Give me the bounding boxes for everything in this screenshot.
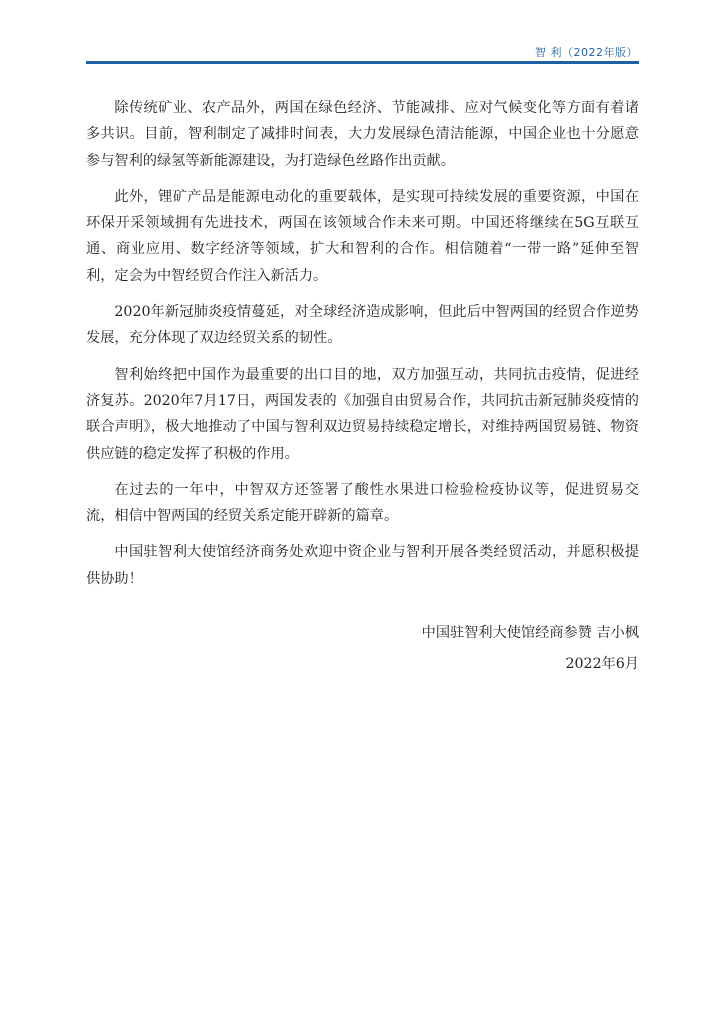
signature-name: 中国驻智利大使馆经商参赞 吉小枫 — [421, 625, 639, 641]
paragraph-1: 除传统矿业、农产品外，两国在绿色经济、节能减排、应对气候变化等方面有着诸多共识。目前，智利制定了减排时间表，大力发展绿色清洁能源，中国企业也十分愿意参与智利的绿氢等新能源建设，为打造绿色丝路作出贡献。 — [86, 100, 639, 169]
paragraph-4: 智利始终把中国作为最重要的出口目的地，双方加强互动，共同抗击疫情，促进经济复苏。2020年7月17日，两国发表的《加强自由贸易合作，共同抗击新冠肺炎疫情的联合声明》，极大地推动了中国与智利双边贸易持续稳定增长，对维持两国贸易链、物资供应链的稳定发挥了积极的作用。 — [86, 366, 639, 462]
paragraph-3: 2020年新冠肺炎疫情蔓延，对全球经济造成影响，但此后中智两国的经贸合作逆势发展，充分体现了双边经贸关系的韧性。 — [86, 304, 639, 347]
header-rule — [86, 61, 639, 64]
signature-date: 2022年6月 — [565, 656, 639, 672]
paragraph-5: 在过去的一年中，中智双方还签署了酸性水果进口检验检疫协议等，促进贸易交流，相信中智两国的经贸关系定能开辟新的篇章。 — [86, 481, 639, 525]
paragraph-2: 此外，锂矿产品是能源电动化的重要载体，是实现可持续发展的重要资源，中国在环保开采领域拥有先进技术，两国在该领域合作未来可期。中国还将继续在5G互联互通、商业应用、数字经济等领域，扩大和智利的合作。相信随着“一带一路”延伸至智利，定会为中智经贸合作注入新活力。 — [86, 188, 639, 284]
running-header: 智 利（2022年版） — [535, 46, 638, 59]
document-body — [86, 95, 639, 602]
paragraph-6: 中国驻智利大使馆经济商务处欢迎中资企业与智利开展各类经贸活动，并愿积极提供协助！ — [86, 544, 639, 587]
